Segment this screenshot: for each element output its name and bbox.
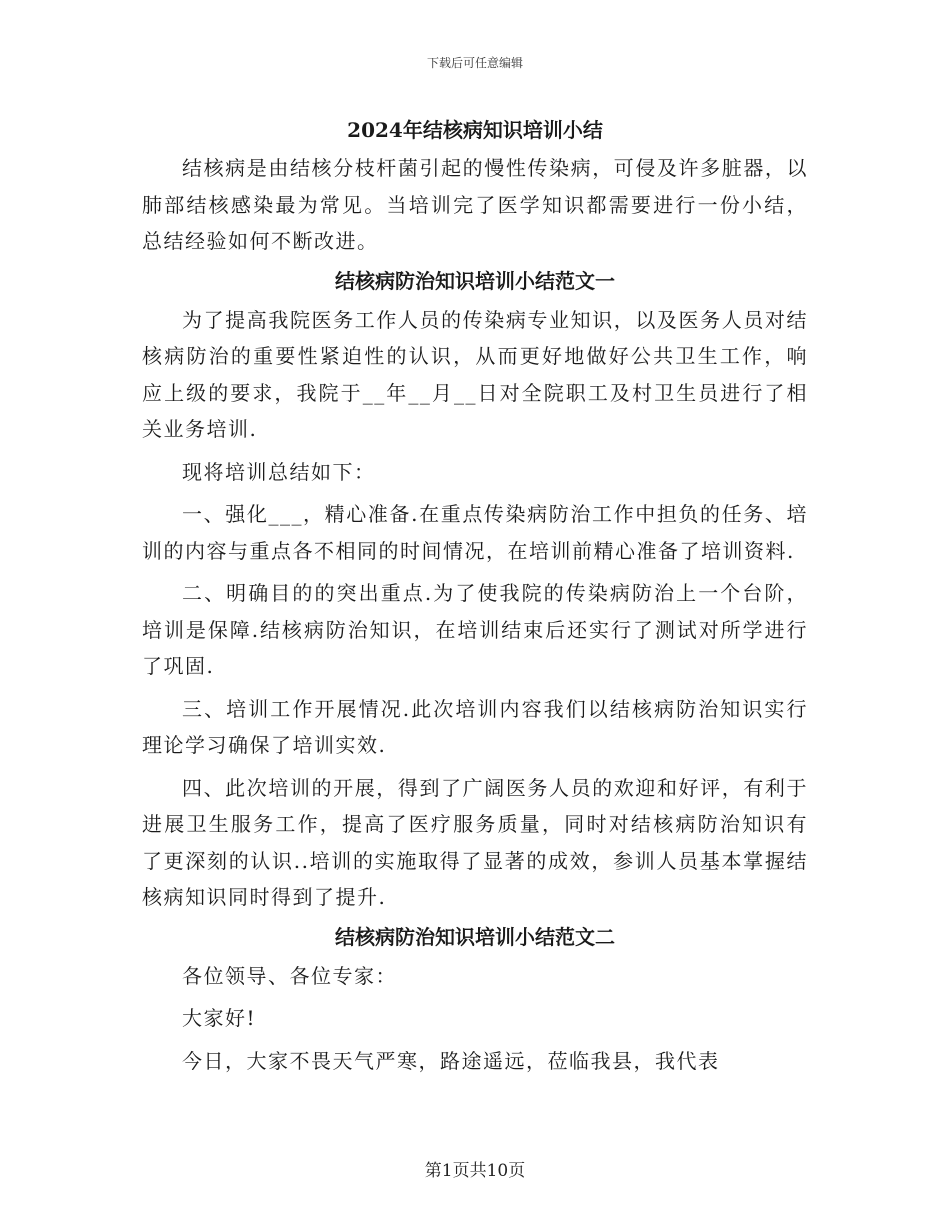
- section-1-paragraph: 二、明确目的的突出重点.为了使我院的传染病防治上一个台阶，培训是保障.结核病防治知识，在培训结束后还实行了测试对所学进行了巩固.: [142, 581, 808, 678]
- section-1-paragraph: 现将培训总结如下：: [182, 459, 376, 484]
- document-body: [142, 112, 808, 1079]
- page-header-note: 下载后可任意编辑: [426, 56, 523, 70]
- section-2-paragraph: 今日，大家不畏天气严寒，路途遥远，莅临我县，我代表: [182, 1048, 720, 1073]
- section-2-paragraph: 大家好!: [182, 1006, 257, 1030]
- section-1-paragraph: 三、培训工作开展情况.此次培训内容我们以结核病防治知识实行理论学习确保了培训实效.: [142, 696, 808, 757]
- intro-paragraph: 结核病是由结核分枝杆菌引起的慢性传染病，可侵及许多脏器，以肺部结核感染最为常见。当培训完了医学知识都需要进行一份小结，总结经验如何不断改进。: [142, 156, 808, 253]
- document-title: 2024年结核病知识培训小结: [347, 118, 603, 142]
- section-1-paragraph: 四、此次培训的开展，得到了广阔医务人员的欢迎和好评，有利于进展卫生服务工作，提高了医疗服务质量，同时对结核病防治知识有了更深刻的认识..培训的实施取得了显著的成效，参训人员基本掌握结核病知识同时得到了提升.: [142, 775, 808, 909]
- section-2-paragraph: 各位领导、各位专家：: [182, 963, 397, 988]
- page-number: 第1页共10页: [424, 1161, 526, 1181]
- section-1-title: 结核病防治知识培训小结范文一: [335, 268, 615, 293]
- section-1-paragraph: 一、强化___，精心准备.在重点传染病防治工作中担负的任务、培训的内容与重点各不相同的时间情况，在培训前精心准备了培训资料.: [142, 502, 808, 563]
- section-1-paragraph: 为了提高我院医务工作人员的传染病专业知识，以及医务人员对结核病防治的重要性紧迫性的认识，从而更好地做好公共卫生工作，响应上级的要求，我院于__年__月__日对全院职工及村卫生员进行了相关业务培训.: [142, 307, 808, 441]
- section-2-title: 结核病防治知识培训小结范文二: [335, 924, 615, 949]
